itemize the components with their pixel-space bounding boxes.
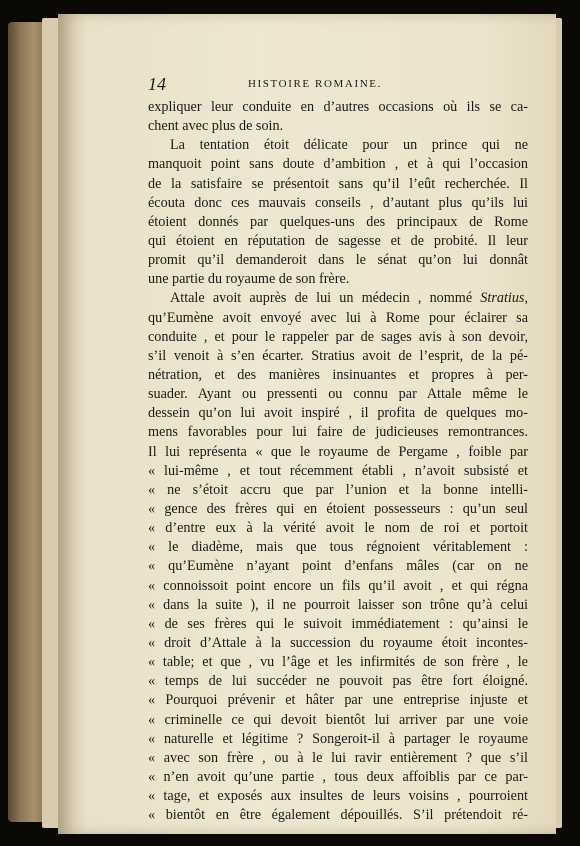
- text-line: [148, 557, 528, 576]
- text-line: [148, 711, 528, 730]
- text-line: [148, 749, 528, 768]
- text-line-content: une partie du royaume de son frère.: [148, 271, 350, 288]
- text-line-content: « criminelle ce qui devoit bientôt lui arriver par une voie: [148, 711, 528, 728]
- page-number: 14: [148, 74, 166, 94]
- text-line: [148, 519, 528, 538]
- text-line: [148, 98, 528, 117]
- text-line-content: La tentation étoit délicate pour un prince qui ne: [170, 137, 528, 154]
- text-line: [148, 136, 528, 155]
- text-line: [148, 653, 528, 672]
- text-line-content: « table; et que , vu l’âge et les infirmités de son frère , le: [148, 654, 528, 671]
- text-line: [148, 155, 528, 174]
- text-line-content: expliquer leur conduite en d’autres occasions où ils se ca-: [148, 99, 528, 115]
- text-line-content: « gence des frères qui en étoient possesseurs : qu’un seul: [148, 500, 528, 517]
- text-line: [148, 615, 528, 634]
- text-line: [148, 634, 528, 653]
- text-line-content: Il lui représenta « que le royaume de Pergame , foible par: [148, 443, 528, 460]
- text-line-content: « n’en avoit qu’une partie , tous deux affoiblis par ce par-: [148, 768, 528, 785]
- text-line-content: « ne s’étoit accru que par l’union et la bonne intelli-: [148, 481, 528, 498]
- text-line: [148, 423, 528, 442]
- text-line-content: conduite , et pour le rappeler par de sages avis à son devoir,: [148, 328, 528, 345]
- text-line-content: nétration, et des manières insinuantes et propres à per-: [148, 366, 528, 383]
- text-line-content: « bientôt en être également dépouillés. S’il prétendoit ré-: [148, 807, 528, 824]
- text-line-content: « temps de lui succéder ne pouvoit pas être fort éloigné.: [148, 673, 528, 690]
- text-line-content: qui étoient en réputation de sagesse et de probité. Il leur: [148, 232, 528, 249]
- text-line: [148, 500, 528, 519]
- trailing-punctuation: ,: [524, 290, 528, 307]
- text-line-content: de la satisfaire se présentoit sans qu’il l’eût recherchée. Il: [148, 175, 528, 192]
- text-line-content: chent avec plus de soin.: [148, 118, 284, 135]
- text-line: [148, 481, 528, 500]
- text-line: [148, 347, 528, 366]
- italic-name: Stratius: [480, 290, 525, 307]
- text-line-content: « le diadème, mais que tous régnoient véritablement :: [148, 539, 528, 556]
- text-line-content: « lui-même , et tout récemment établi , n’avoit subsisté et: [148, 462, 528, 479]
- text-line: [148, 691, 528, 710]
- text-line-content: « tage, et exposés aux insultes de leurs voisins , pourroient: [148, 788, 528, 805]
- text-line-content: dessein qu’on lui avoit inspiré , il profita de quelques mo-: [148, 405, 528, 422]
- text-line-content: mens favorables pour lui faire de judicieuses remontrances.: [148, 424, 528, 441]
- text-line-content: « dans la suite ), il ne pourroit laisser son trône qu’à celui: [148, 596, 528, 613]
- text-line: [148, 175, 528, 194]
- text-line: [148, 806, 528, 825]
- text-line: [148, 730, 528, 749]
- text-line: [148, 213, 528, 232]
- text-line: [148, 270, 528, 289]
- text-line: [148, 768, 528, 787]
- text-line-content: « droit d’Attale à la succession du royaume étoit incontes-: [148, 634, 528, 651]
- text-line-content: « d’entre eux à la vérité avoit le nom de roi et portoit: [148, 520, 528, 537]
- text-line: [148, 538, 528, 557]
- text-line: [148, 787, 528, 806]
- text-line: [148, 309, 528, 328]
- body-text: [148, 98, 528, 825]
- text-line: [148, 251, 528, 270]
- text-line: [148, 366, 528, 385]
- text-line: [148, 443, 528, 462]
- running-head: [88, 74, 528, 94]
- text-line: [148, 385, 528, 404]
- text-line-content: suader. Ayant ou pressenti ou connu par Attale même le: [148, 386, 528, 403]
- text-line-content: étoient donnés par quelques-uns des principaux de Rome: [148, 213, 528, 230]
- text-line: [148, 117, 528, 136]
- text-line-content: « avec son frère , ou à le lui ravir entièrement ? que s’il: [148, 749, 528, 766]
- text-line-content: manquoit point sans doute d’ambition , et à qui l’occasion: [148, 156, 528, 173]
- text-line-content: Attale avoit auprès de lui un médecin , nommé: [170, 290, 481, 307]
- text-line-content: « Pourquoi prévenir et hâter par une entreprise injuste et: [148, 692, 528, 709]
- text-line: [148, 289, 528, 308]
- text-line: [148, 672, 528, 691]
- text-line-content: qu’Eumène avoit envoyé avec lui à Rome pour éclairer sa: [148, 309, 528, 326]
- text-line-content: « qu’Eumène n’ayant point d’enfans mâles (car on ne: [148, 558, 528, 575]
- text-line: [148, 328, 528, 347]
- text-line: [148, 596, 528, 615]
- text-line: [148, 577, 528, 596]
- text-line: [148, 232, 528, 251]
- text-line-content: « naturelle et légitime ? Songeroit-il à partager le royaume: [148, 730, 528, 747]
- text-line-content: « de ses frères qui le suivoit immédiatement : qu’ainsi le: [148, 615, 528, 632]
- text-line: [148, 404, 528, 423]
- header-title: HISTOIRE ROMAINE.: [248, 78, 382, 90]
- text-line-content: écouta donc ces mauvais conseils , d’autant plus qu’ils lui: [148, 194, 528, 211]
- text-line-content: « connoissoit point encore un fils qu’il avoit , et qui régna: [148, 577, 528, 594]
- text-line: [148, 462, 528, 481]
- text-line: [148, 194, 528, 213]
- text-line-content: promit qu’il demanderoit dans le sénat qu’on lui donnât: [148, 252, 528, 269]
- text-line-content: s’il venoit à s’en écarter. Stratius avoit de l’esprit, de la pé-: [148, 347, 528, 364]
